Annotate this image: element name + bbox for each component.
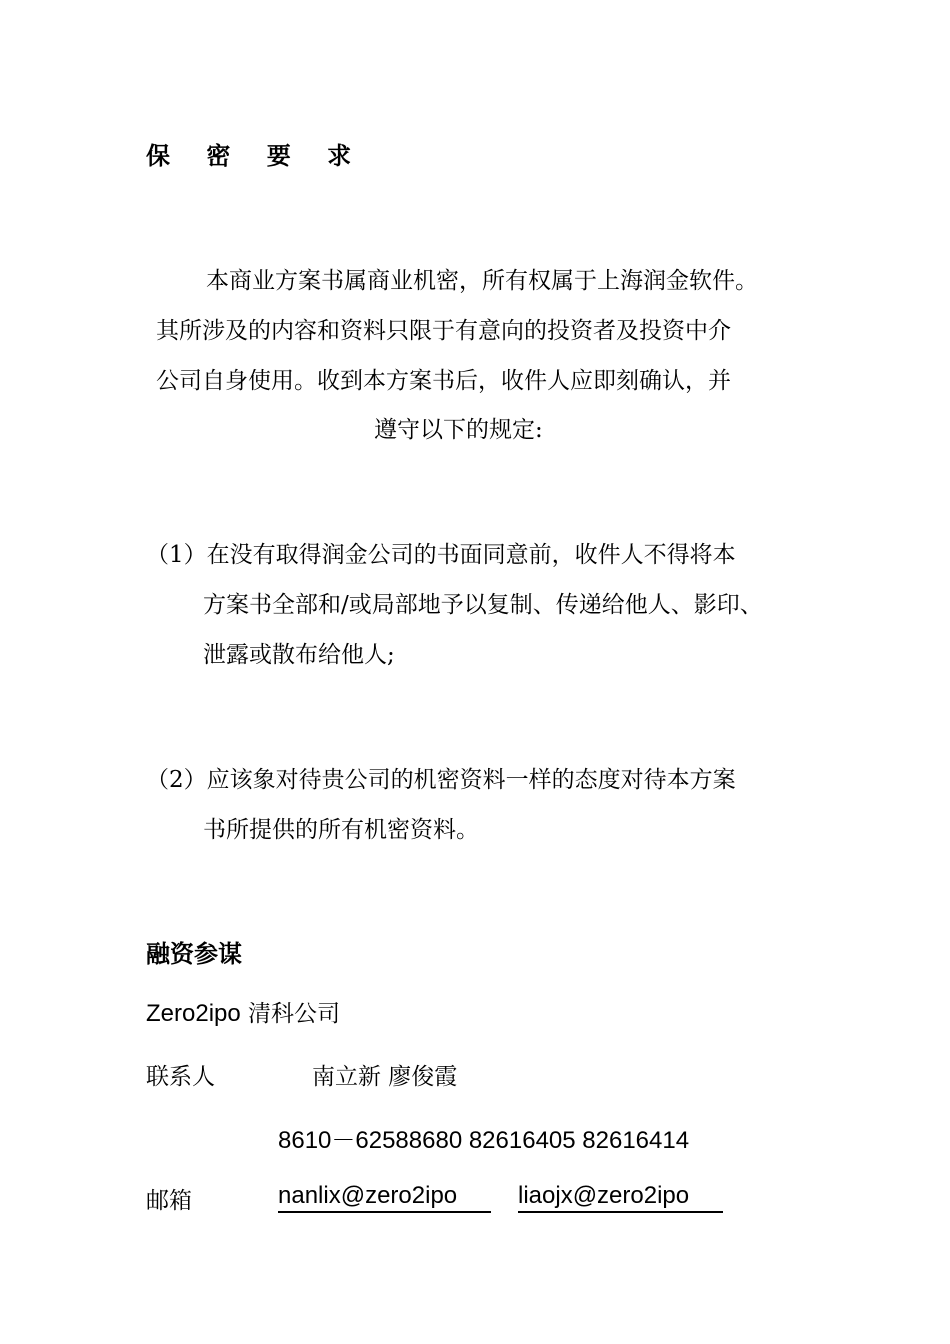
email-link-1[interactable] (278, 1182, 491, 1213)
advisor-company (146, 995, 340, 1028)
confidentiality-title: 保 密 要 求 (146, 142, 366, 170)
contact-names: 南立新 廖俊霞 (312, 1064, 458, 1090)
rule-1-line-3: 泄露或散布给他人; (203, 642, 395, 668)
intro-line-2: 其所涉及的内容和资料只限于有意向的投资者及投资中介 (156, 318, 731, 344)
rule-2-line-1: （2）应该象对待贵公司的机密资料一样的态度对待本方案 (146, 767, 736, 793)
email-label: 邮箱 (146, 1188, 192, 1214)
intro-line-1: 本商业方案书属商业机密，所有权属于上海润金软件。 (206, 268, 758, 294)
rule-1-line-2: 方案书全部和/或局部地予以复制、传递给他人、影印、 (203, 592, 763, 618)
phone-numbers: 8610－62588680 82616405 82616414 (278, 1127, 690, 1154)
company-name-cn: 清科公司 (240, 1001, 341, 1027)
intro-line-3: 公司自身使用。收到本方案书后，收件人应即刻确认，并 (156, 368, 731, 394)
email-1-text[interactable]: nanlix@zero2ipo (278, 1182, 491, 1213)
rule-1-line-1: （1）在没有取得润金公司的书面同意前，收件人不得将本 (146, 542, 736, 568)
rule-2-line-2: 书所提供的所有机密资料。 (203, 817, 479, 843)
email-2-text[interactable]: liaojx@zero2ipo (518, 1182, 723, 1213)
contact-label: 联系人 (146, 1064, 215, 1090)
email-link-2[interactable] (518, 1182, 723, 1213)
company-name-latin: Zero2ipo (146, 1000, 241, 1027)
advisor-heading: 融资参谋 (146, 940, 242, 968)
intro-line-4: 遵守以下的规定: (374, 417, 543, 443)
